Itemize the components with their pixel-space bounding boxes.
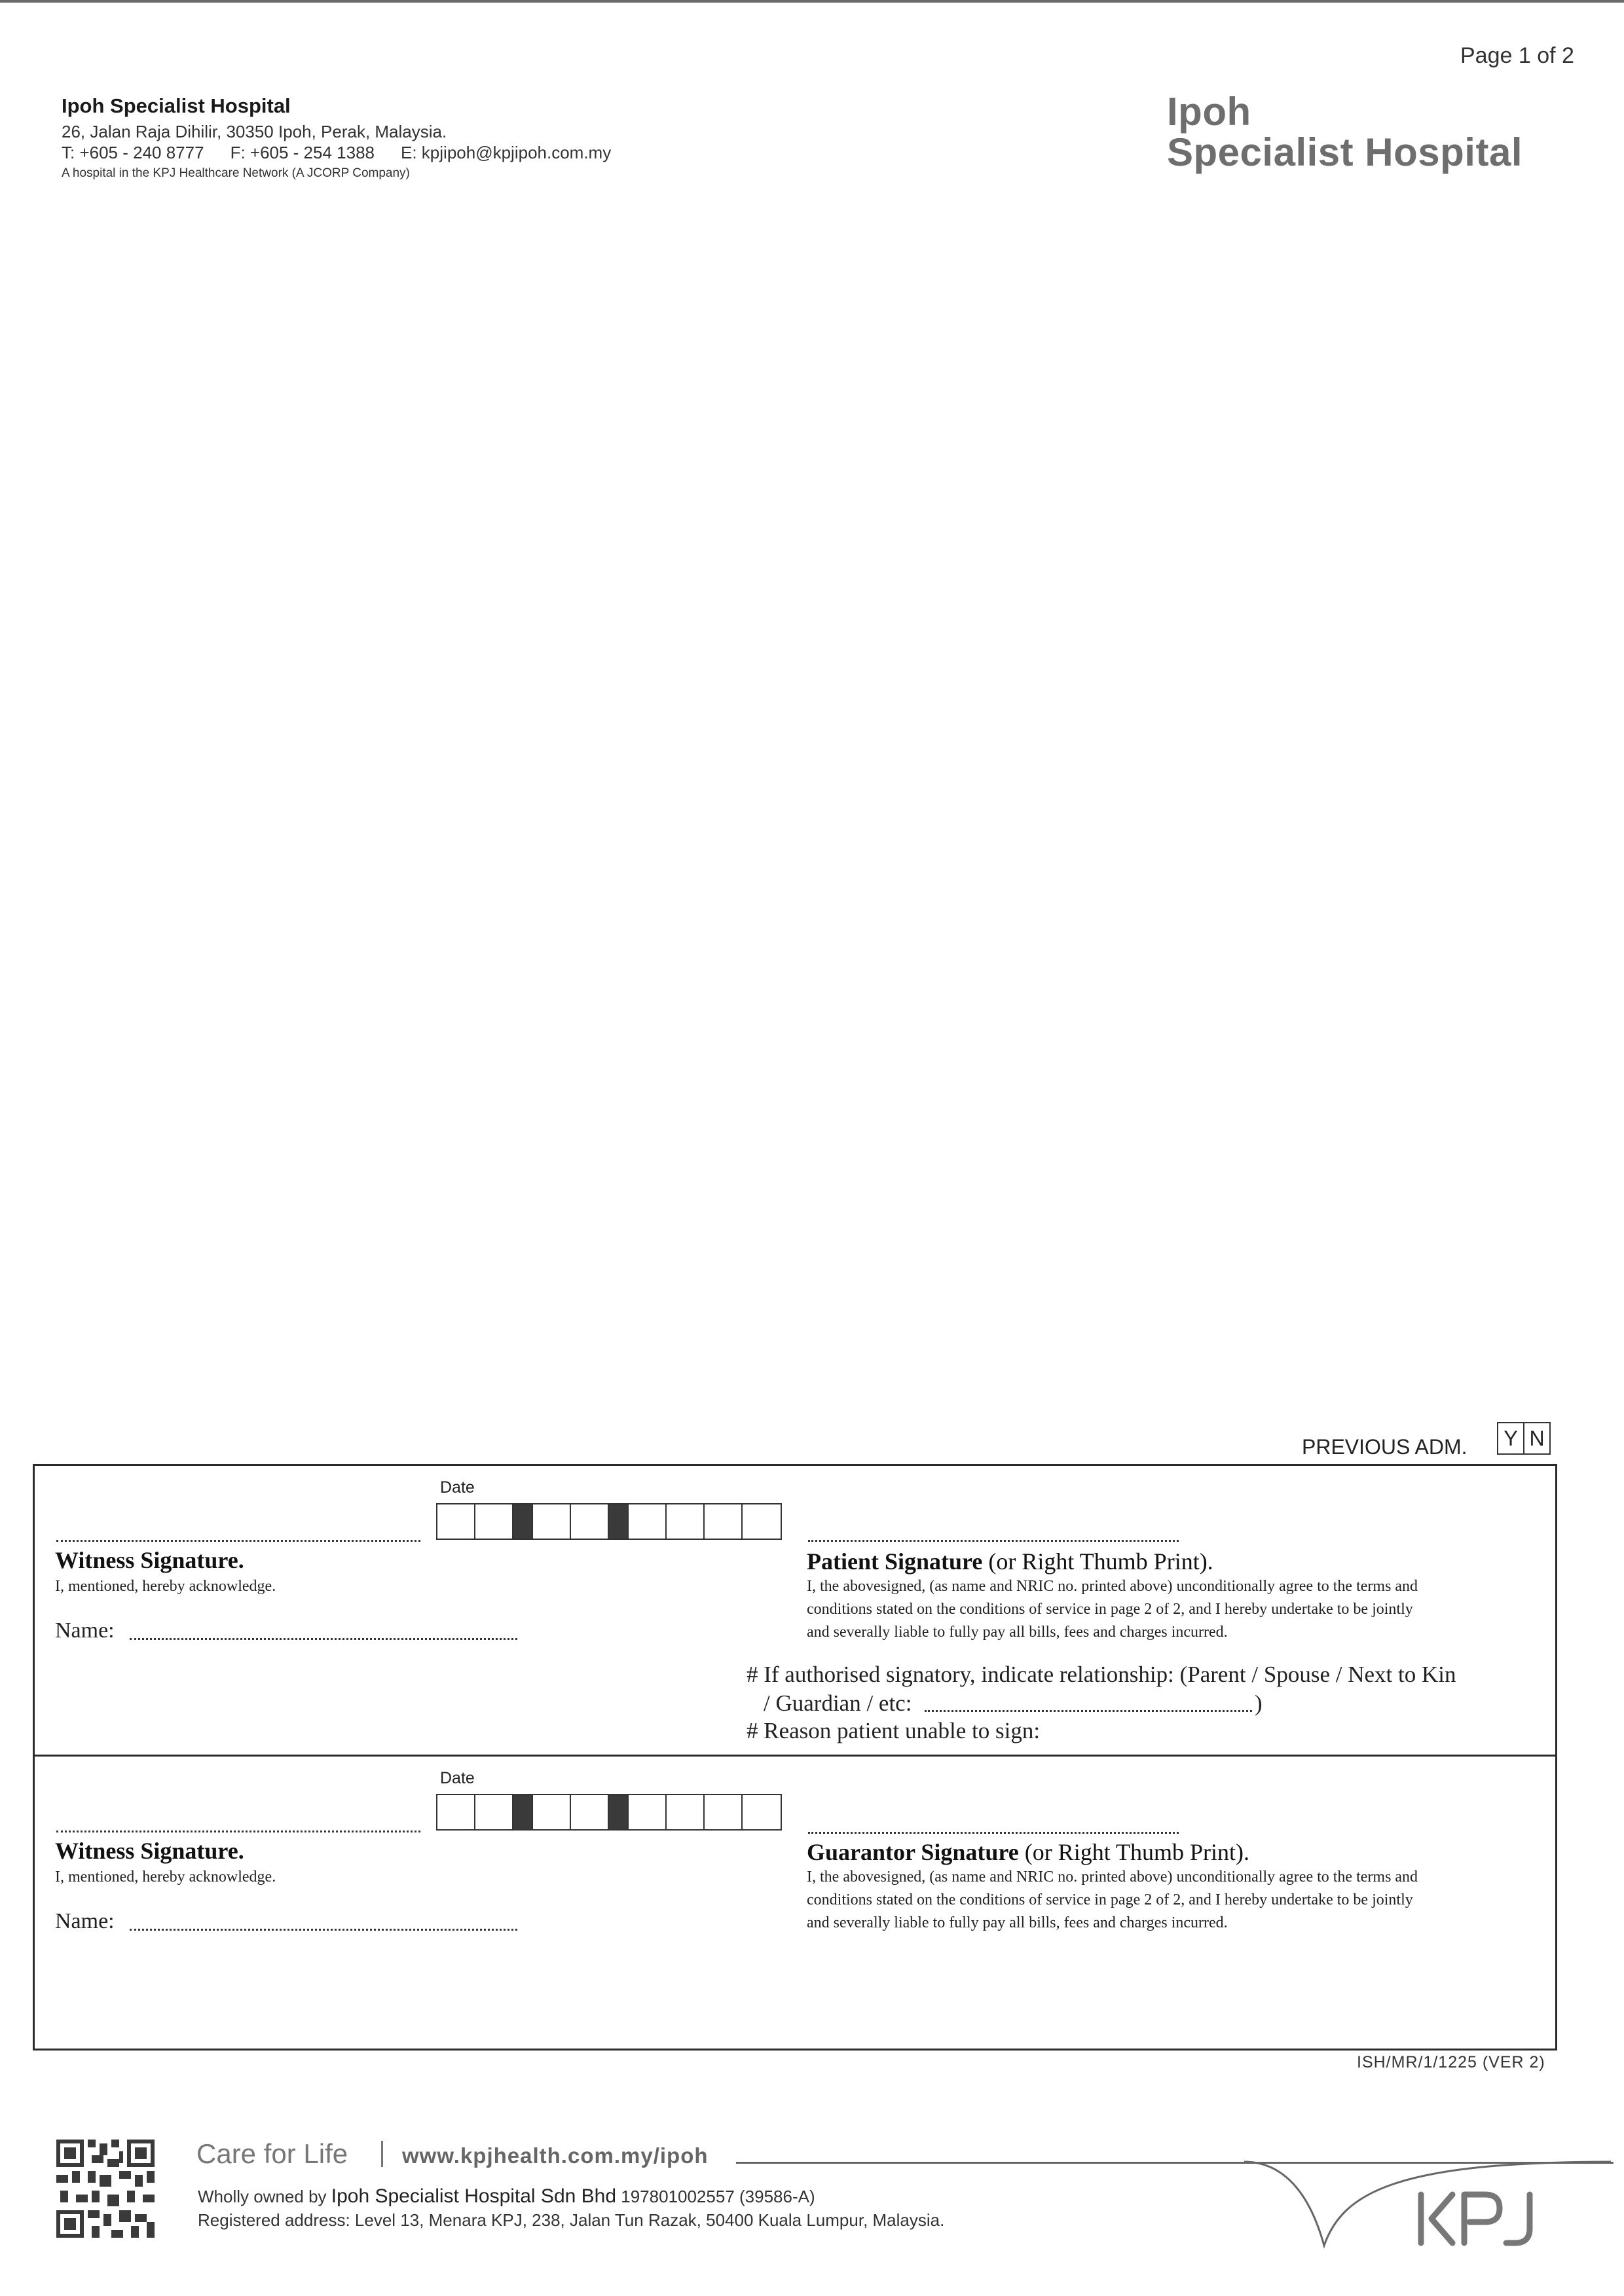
guarantor-witness-name-field[interactable] [130, 1929, 517, 1931]
guarantor-date-label: Date [440, 1769, 475, 1787]
patient-signature-title-bold: Patient Signature [807, 1548, 983, 1575]
guarantor-witness-name-label: Name: [55, 1909, 115, 1933]
form-divider [33, 1755, 1556, 1757]
guarantor-signature-line[interactable] [808, 1832, 1179, 1834]
footer-separator [381, 2141, 383, 2167]
patient-date-grid[interactable] [436, 1503, 782, 1540]
date-cell[interactable] [475, 1504, 513, 1539]
date-cell[interactable] [705, 1504, 743, 1539]
date-separator [513, 1504, 533, 1539]
patient-declaration-line: I, the abovesigned, (as name and NRIC no. printed above) unconditionally agree to the terms and [807, 1578, 1418, 1595]
date-cell[interactable] [705, 1795, 743, 1829]
date-cell[interactable] [533, 1795, 571, 1829]
footer-tagline: Care for Life [196, 2138, 348, 2169]
hospital-email: E: kpjipoh@kpjipoh.com.my [401, 143, 612, 162]
date-cell[interactable] [533, 1504, 571, 1539]
qr-code-icon[interactable] [56, 2140, 155, 2238]
owned-company: Ipoh Specialist Hospital Sdn Bhd [331, 2185, 617, 2207]
hospital-name: Ipoh Specialist Hospital [62, 94, 291, 117]
page-top-edge [0, 0, 1624, 3]
patient-declaration-line: conditions stated on the conditions of service in page 2 of 2, and I hereby undertake to be jointly [807, 1601, 1413, 1618]
kpj-logo-icon [1414, 2191, 1539, 2247]
authorised-relationship-line-2: / Guardian / etc: [764, 1690, 912, 1716]
patient-witness-name-label: Name: [55, 1618, 115, 1643]
page-number: Page 1 of 2 [1460, 43, 1574, 68]
network-note: A hospital in the KPJ Healthcare Network (A JCORP Company) [62, 166, 410, 180]
footer-registered-address: Registered address: Level 13, Menara KPJ, 238, Jalan Tun Razak, 50400 Kuala Lumpur, Malaysia. [198, 2210, 945, 2230]
patient-signature-title-rest: (or Right Thumb Print). [982, 1548, 1213, 1575]
owned-prefix: Wholly owned by [198, 2187, 331, 2206]
patient-witness-signature-line[interactable] [56, 1540, 420, 1542]
footer-ownership [198, 2185, 815, 2208]
guarantor-date-grid[interactable] [436, 1794, 782, 1831]
previous-adm-no-box[interactable]: N [1523, 1422, 1551, 1455]
guarantor-signature-title [807, 1838, 1249, 1866]
guarantor-declaration-line: I, the abovesigned, (as name and NRIC no. printed above) unconditionally agree to the terms and [807, 1868, 1418, 1886]
form-code: ISH/MR/1/1225 (VER 2) [1357, 2053, 1545, 2071]
hospital-address: 26, Jalan Raja Dihilir, 30350 Ipoh, Perak, Malaysia. [62, 122, 447, 141]
date-cell[interactable] [629, 1795, 667, 1829]
date-cell[interactable] [437, 1795, 475, 1829]
hospital-contact [62, 143, 611, 163]
authorised-relationship-field[interactable] [925, 1710, 1252, 1712]
patient-signature-title [807, 1548, 1213, 1575]
patient-date-label: Date [440, 1478, 475, 1497]
guarantor-witness-ack: I, mentioned, hereby acknowledge. [55, 1868, 276, 1886]
patient-declaration [807, 1575, 1553, 1644]
patient-signature-line[interactable] [808, 1540, 1179, 1542]
guarantor-declaration-line: and severally liable to fully pay all bills, fees and charges incurred. [807, 1914, 1228, 1931]
date-cell[interactable] [667, 1504, 705, 1539]
date-cell[interactable] [629, 1504, 667, 1539]
date-cell[interactable] [571, 1795, 609, 1829]
guarantor-signature-title-rest: (or Right Thumb Print). [1018, 1839, 1250, 1865]
date-separator [513, 1795, 533, 1829]
patient-witness-name-field[interactable] [130, 1638, 517, 1640]
guarantor-witness-signature-line[interactable] [56, 1831, 420, 1832]
date-cell[interactable] [743, 1795, 781, 1829]
date-cell[interactable] [475, 1795, 513, 1829]
patient-witness-ack: I, mentioned, hereby acknowledge. [55, 1578, 276, 1595]
hospital-phone: T: +605 - 240 8777 [62, 143, 204, 162]
guarantor-declaration-line: conditions stated on the conditions of service in page 2 of 2, and I hereby undertake to be jointly [807, 1891, 1413, 1908]
hospital-logo [1167, 92, 1522, 173]
guarantor-declaration [807, 1866, 1553, 1935]
date-separator [609, 1795, 629, 1829]
date-cell[interactable] [667, 1795, 705, 1829]
logo-line-1: Ipoh [1167, 90, 1251, 134]
footer-website-link[interactable]: www.kpjhealth.com.my/ipoh [402, 2143, 709, 2168]
authorised-relationship-line-1: # If authorised signatory, indicate relationship: (Parent / Spouse / Next to Kin [747, 1662, 1456, 1687]
logo-line-2: Specialist Hospital [1167, 130, 1522, 174]
previous-adm-label: PREVIOUS ADM. [1302, 1435, 1467, 1459]
hospital-fax: F: +605 - 254 1388 [230, 143, 375, 162]
date-cell[interactable] [743, 1504, 781, 1539]
patient-witness-title: Witness Signature. [55, 1547, 244, 1573]
previous-adm-yes-box[interactable]: Y [1497, 1422, 1524, 1455]
reason-unable-to-sign: # Reason patient unable to sign: [747, 1718, 1041, 1743]
guarantor-witness-title: Witness Signature. [55, 1838, 244, 1864]
date-cell[interactable] [437, 1504, 475, 1539]
owned-registration: 197801002557 (39586-A) [616, 2187, 815, 2206]
guarantor-signature-title-bold: Guarantor Signature [807, 1839, 1019, 1865]
patient-declaration-line: and severally liable to fully pay all bills, fees and charges incurred. [807, 1624, 1228, 1641]
signature-form-box [33, 1464, 1557, 2050]
date-separator [609, 1504, 629, 1539]
authorised-relationship-close: ) [1255, 1690, 1263, 1716]
date-cell[interactable] [571, 1504, 609, 1539]
